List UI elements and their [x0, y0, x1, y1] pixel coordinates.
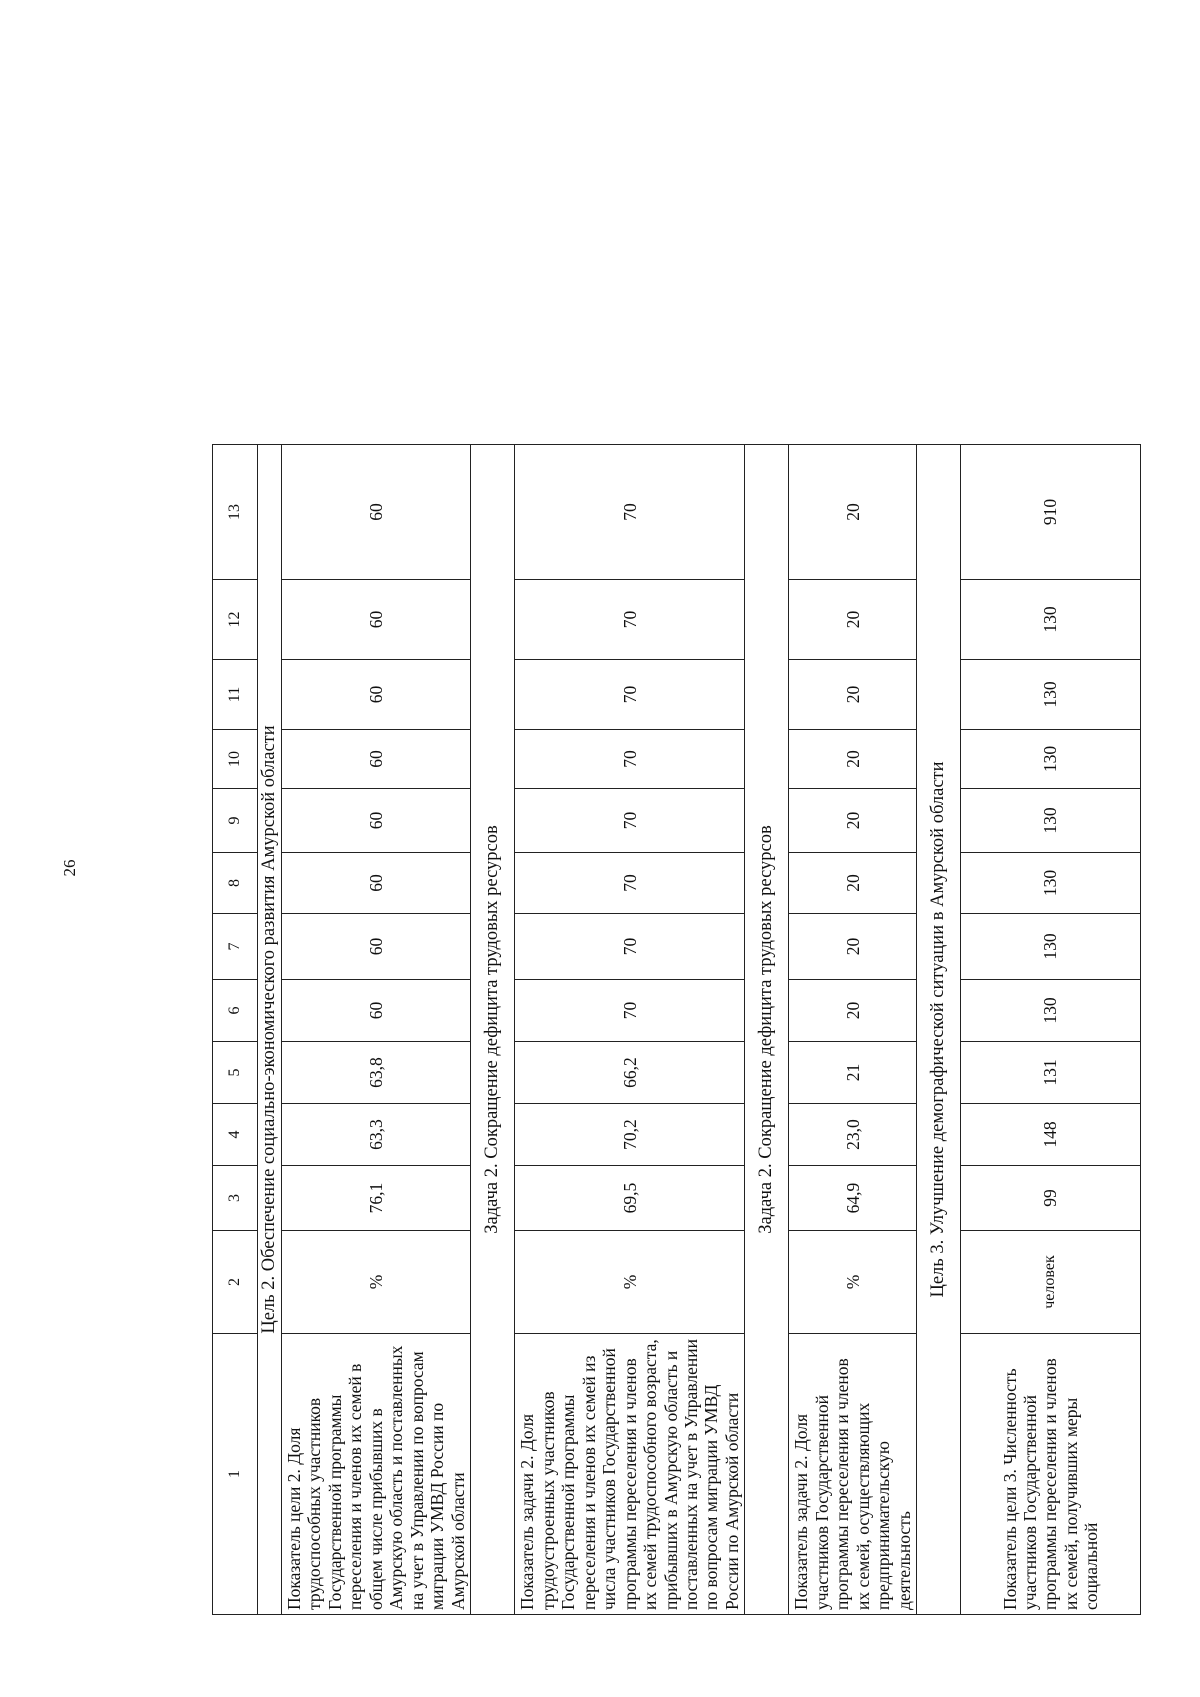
value-cell: 21: [789, 1042, 917, 1104]
page-number: 26: [60, 859, 79, 877]
value-cell: 910: [961, 445, 1141, 580]
value-cell: 76,1: [282, 1166, 471, 1231]
header-cell: 9: [213, 789, 258, 853]
header-row: [213, 445, 258, 1615]
value-cell: 70: [515, 730, 745, 789]
header-cell: 5: [213, 1042, 258, 1104]
header-cell: 10: [213, 730, 258, 789]
table-row: [515, 445, 745, 1615]
value-cell: 131: [961, 1042, 1141, 1104]
value-cell: 66,2: [515, 1042, 745, 1104]
indicators-table: [212, 444, 1141, 1615]
value-cell: 60: [282, 580, 471, 660]
section-title: Цель 2. Обеспечение социально-экономического развития Амурской области: [258, 445, 282, 1615]
value-cell: 70: [515, 914, 745, 980]
header-cell: 8: [213, 853, 258, 914]
value-cell: 20: [789, 730, 917, 789]
value-cell: 60: [282, 980, 471, 1042]
value-cell: 63,3: [282, 1104, 471, 1166]
indicator-description: Показатель цели 3. Численность участников Государственной программы переселения и членов их семей, получивших меры социальной: [961, 1334, 1141, 1615]
value-cell: 20: [789, 789, 917, 853]
value-cell: 130: [961, 980, 1141, 1042]
value-cell: 70: [515, 789, 745, 853]
value-cell: 70: [515, 445, 745, 580]
header-cell: 2: [213, 1231, 258, 1334]
value-cell: 20: [789, 853, 917, 914]
section-title: Цель 3. Улучшение демографической ситуации в Амурской области: [917, 445, 961, 1615]
table-row: [282, 445, 471, 1615]
value-cell: 70: [515, 580, 745, 660]
value-cell: 63,8: [282, 1042, 471, 1104]
value-cell: 60: [282, 914, 471, 980]
value-cell: 148: [961, 1104, 1141, 1166]
value-cell: 130: [961, 914, 1141, 980]
unit-cell: %: [515, 1231, 745, 1334]
value-cell: 60: [282, 660, 471, 730]
value-cell: 20: [789, 580, 917, 660]
header-cell: 3: [213, 1166, 258, 1231]
header-cell: 6: [213, 980, 258, 1042]
header-cell: 4: [213, 1104, 258, 1166]
section-row: [471, 445, 515, 1615]
value-cell: 20: [789, 980, 917, 1042]
header-cell: 11: [213, 660, 258, 730]
header-cell: 13: [213, 445, 258, 580]
value-cell: 23,0: [789, 1104, 917, 1166]
value-cell: 70,2: [515, 1104, 745, 1166]
unit-cell: %: [789, 1231, 917, 1334]
value-cell: 60: [282, 445, 471, 580]
value-cell: 20: [789, 660, 917, 730]
unit-cell: %: [282, 1231, 471, 1334]
value-cell: 130: [961, 580, 1141, 660]
rotated-table-container: [212, 498, 1102, 1615]
value-cell: 130: [961, 853, 1141, 914]
header-cell: 1: [213, 1334, 258, 1615]
header-cell: 7: [213, 914, 258, 980]
indicator-description: Показатель задачи 2. Доля участников Государственной программы переселения и членов их семей, осуществляющих предпринимательскую деятельность: [789, 1334, 917, 1615]
value-cell: 70: [515, 853, 745, 914]
table-row: [789, 445, 917, 1615]
section-title: Задача 2. Сокращение дефицита трудовых ресурсов: [745, 445, 789, 1615]
value-cell: 60: [282, 853, 471, 914]
section-row: [917, 445, 961, 1615]
value-cell: 60: [282, 789, 471, 853]
value-cell: 60: [282, 730, 471, 789]
value-cell: 70: [515, 980, 745, 1042]
indicator-description: Показатель задачи 2. Доля трудоустроенных участников Государственной программы переселения и членов их семей из числа участников Государственной программы переселения и членов их семей трудоспособного возраста, прибывших в Амурскую область и поставленных на учет в Управлении по вопросам миграции УМВД России по Амурской области: [515, 1334, 745, 1615]
value-cell: 130: [961, 789, 1141, 853]
indicator-description: Показатель цели 2. Доля трудоспособных участников Государственной программы переселения и членов их семей в общем числе прибывших в Амурскую область и поставленных на учет в Управлении по вопросам миграции УМВД России по Амурской области: [282, 1334, 471, 1615]
value-cell: 20: [789, 914, 917, 980]
value-cell: 70: [515, 660, 745, 730]
value-cell: 69,5: [515, 1166, 745, 1231]
section-row: [258, 445, 282, 1615]
value-cell: 130: [961, 660, 1141, 730]
value-cell: 64,9: [789, 1166, 917, 1231]
header-cell: 12: [213, 580, 258, 660]
value-cell: 20: [789, 445, 917, 580]
value-cell: 99: [961, 1166, 1141, 1231]
section-row: [745, 445, 789, 1615]
section-title: Задача 2. Сокращение дефицита трудовых ресурсов: [471, 445, 515, 1615]
unit-cell: человек: [961, 1231, 1141, 1334]
value-cell: 130: [961, 730, 1141, 789]
table-row: [961, 445, 1141, 1615]
